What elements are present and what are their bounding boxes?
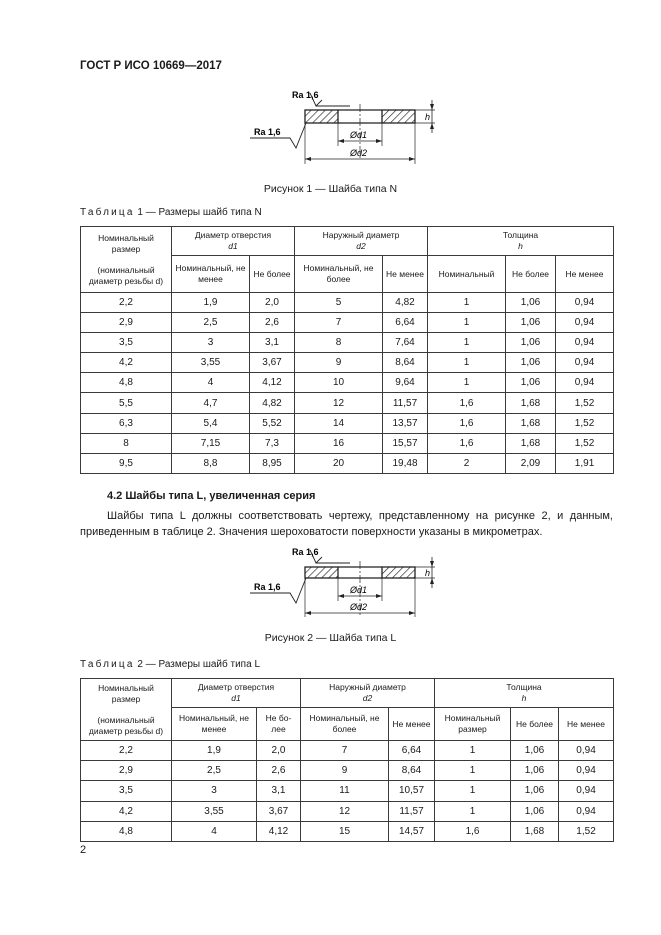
table-row xyxy=(81,741,614,761)
table-cell: 3,67 xyxy=(257,801,301,821)
t1-sub-header: Не менее xyxy=(556,256,614,293)
table-cell: 20 xyxy=(295,453,383,473)
table-cell: 1,68 xyxy=(506,433,556,453)
table-row xyxy=(81,453,614,473)
table-cell: 0,94 xyxy=(556,293,614,313)
table-cell: 8,64 xyxy=(383,353,428,373)
table-cell: 2,5 xyxy=(172,761,257,781)
table-cell: 4 xyxy=(172,821,257,841)
section-paragraph: Шайбы типа L должны соответствовать чертежу, представленному на рисунке 2, и данным, приведенным в таблице 2. Значения шероховатости поверхности указаны в микрометрах. xyxy=(80,510,613,538)
table-cell: 0,94 xyxy=(556,313,614,333)
table-cell: 0,94 xyxy=(559,781,614,801)
table-cell: 5,52 xyxy=(250,413,295,433)
table-cell: 2 xyxy=(428,453,506,473)
table-cell: 8,64 xyxy=(389,761,435,781)
table-cell: 1,9 xyxy=(172,741,257,761)
t1-sub-header: Не менее xyxy=(383,256,428,293)
table-row xyxy=(81,333,614,353)
table-cell: 0,94 xyxy=(559,761,614,781)
table-cell: 10 xyxy=(295,373,383,393)
table-cell: 3,5 xyxy=(81,781,172,801)
table-row xyxy=(81,821,614,841)
table-cell: 1,9 xyxy=(172,293,250,313)
table-cell: 1 xyxy=(435,781,511,801)
table-cell: 3,1 xyxy=(250,333,295,353)
table-cell: 1,6 xyxy=(428,413,506,433)
fig1-ra-top: Ra 1,6 xyxy=(292,90,319,100)
table2 xyxy=(80,678,614,842)
table-cell: 15 xyxy=(301,821,389,841)
table-cell: 14 xyxy=(295,413,383,433)
table-cell: 1 xyxy=(428,313,506,333)
table-cell: 1,06 xyxy=(511,761,559,781)
table-cell: 2,9 xyxy=(81,761,172,781)
table-cell: 4 xyxy=(172,373,250,393)
washer-drawing-type-l xyxy=(250,543,450,621)
table-cell: 1,6 xyxy=(428,433,506,453)
table-cell: 2,9 xyxy=(81,313,172,333)
table-cell: 1,52 xyxy=(556,433,614,453)
table-cell: 9,5 xyxy=(81,453,172,473)
table-cell: 1,68 xyxy=(511,821,559,841)
table-cell: 4,7 xyxy=(172,393,250,413)
t1-head-d1: Диаметр отверстия d1 xyxy=(172,227,295,256)
table-cell: 0,94 xyxy=(556,373,614,393)
table-cell: 7,64 xyxy=(383,333,428,353)
t2-head-h: Толщина h xyxy=(435,679,614,708)
table-cell: 1 xyxy=(435,741,511,761)
table-cell: 4,82 xyxy=(250,393,295,413)
section-heading: 4.2 Шайбы типа L, увеличенная серия xyxy=(107,490,316,502)
table-cell: 5,4 xyxy=(172,413,250,433)
table-cell: 4,12 xyxy=(250,373,295,393)
figure2-caption: Рисунок 2 — Шайба типа L xyxy=(264,632,397,644)
table-cell: 7 xyxy=(295,313,383,333)
table-cell: 4,8 xyxy=(81,373,172,393)
page-number: 2 xyxy=(80,844,87,856)
table-row xyxy=(81,801,614,821)
t2-head-d2: Наружный диаметр d2 xyxy=(301,679,435,708)
table-row xyxy=(81,433,614,453)
table-cell: 1,06 xyxy=(511,781,559,801)
table-cell: 9 xyxy=(301,761,389,781)
t2-sub-header: Не более xyxy=(511,708,559,741)
t2-sub-header: Номинальный размер xyxy=(435,708,511,741)
fig1-d2-label: Ød2 xyxy=(350,148,368,158)
table-cell: 14,57 xyxy=(389,821,435,841)
table-row xyxy=(81,353,614,373)
t1-sub-header: Не более xyxy=(250,256,295,293)
table-cell: 1,06 xyxy=(511,741,559,761)
t1-sub-header: Номинальный xyxy=(428,256,506,293)
table-cell: 7,3 xyxy=(250,433,295,453)
table-row xyxy=(81,313,614,333)
table-cell: 3,5 xyxy=(81,333,172,353)
table-cell: 2,0 xyxy=(250,293,295,313)
table-cell: 2,5 xyxy=(172,313,250,333)
table-cell: 1 xyxy=(428,293,506,313)
table-cell: 1,52 xyxy=(556,413,614,433)
table-cell: 11,57 xyxy=(383,393,428,413)
t2-sub-header: Номинальный, не менее xyxy=(172,708,257,741)
table-cell: 2,2 xyxy=(81,293,172,313)
table-cell: 8 xyxy=(295,333,383,353)
table-row xyxy=(81,761,614,781)
table-cell: 11,57 xyxy=(389,801,435,821)
fig1-d1-label: Ød1 xyxy=(350,130,368,140)
table-cell: 4,2 xyxy=(81,353,172,373)
fig2-d1-label: Ød1 xyxy=(350,585,368,595)
table-row xyxy=(81,781,614,801)
table-cell: 1,06 xyxy=(506,293,556,313)
table-cell: 1,06 xyxy=(506,353,556,373)
fig2-ra-top: Ra 1,6 xyxy=(292,547,319,557)
t2-head-d1: Диаметр отверстия d1 xyxy=(172,679,301,708)
table-cell: 1 xyxy=(428,333,506,353)
table-cell: 2,6 xyxy=(257,761,301,781)
table-cell: 12 xyxy=(295,393,383,413)
table-cell: 1,6 xyxy=(428,393,506,413)
fig1-h-label: h xyxy=(425,112,431,122)
table-cell: 5,5 xyxy=(81,393,172,413)
table-cell: 2,2 xyxy=(81,741,172,761)
t2-sub-header: Номинальный, не более xyxy=(301,708,389,741)
t2-sub-header: Не бо-лее xyxy=(257,708,301,741)
table-cell: 1,06 xyxy=(511,801,559,821)
t1-sub-header: Номинальный, не более xyxy=(295,256,383,293)
fig2-ra-left: Ra 1,6 xyxy=(254,582,281,592)
t1-head-h: Толщина h xyxy=(428,227,614,256)
document-header: ГОСТ Р ИСО 10669—2017 xyxy=(80,60,222,72)
t1-sub-header: Не более xyxy=(506,256,556,293)
table-cell: 1,52 xyxy=(559,821,614,841)
table-cell: 1,06 xyxy=(506,373,556,393)
table-row xyxy=(81,293,614,313)
table-cell: 3,67 xyxy=(250,353,295,373)
table-cell: 2,09 xyxy=(506,453,556,473)
table-cell: 19,48 xyxy=(383,453,428,473)
table1-caption: Таблица 1 — Размеры шайб типа N xyxy=(80,207,262,218)
table-cell: 3 xyxy=(172,781,257,801)
table-cell: 13,57 xyxy=(383,413,428,433)
t1-head-d2: Наружный диаметр d2 xyxy=(295,227,428,256)
table-cell: 1 xyxy=(435,761,511,781)
table-cell: 4,8 xyxy=(81,821,172,841)
table-row xyxy=(81,413,614,433)
table-cell: 9 xyxy=(295,353,383,373)
table-cell: 1 xyxy=(428,353,506,373)
table-cell: 15,57 xyxy=(383,433,428,453)
table-cell: 1,68 xyxy=(506,393,556,413)
table-cell: 11 xyxy=(301,781,389,801)
t1-sub-header: Номинальный, не менее xyxy=(172,256,250,293)
table-cell: 2,6 xyxy=(250,313,295,333)
table-cell: 1,52 xyxy=(556,393,614,413)
table-cell: 12 xyxy=(301,801,389,821)
table-cell: 0,94 xyxy=(559,801,614,821)
table-cell: 6,3 xyxy=(81,413,172,433)
table-cell: 8,8 xyxy=(172,453,250,473)
t2-sub-header: Не менее xyxy=(559,708,614,741)
table2-caption: Таблица 2 — Размеры шайб типа L xyxy=(80,659,260,670)
table-cell: 8 xyxy=(81,433,172,453)
table-cell: 10,57 xyxy=(389,781,435,801)
table-cell: 3,55 xyxy=(172,353,250,373)
table-cell: 1,06 xyxy=(506,333,556,353)
table-cell: 4,2 xyxy=(81,801,172,821)
table-cell: 1 xyxy=(435,801,511,821)
figure1-caption: Рисунок 1 — Шайба типа N xyxy=(263,183,398,195)
table-row xyxy=(81,373,614,393)
t2-sub-header: Не менее xyxy=(389,708,435,741)
fig1-ra-left: Ra 1,6 xyxy=(254,127,281,137)
fig2-d2-label: Ød2 xyxy=(350,602,368,612)
fig2-h-label: h xyxy=(425,568,431,578)
t2-head-nominal: Номинальный размер (номинальный диаметр резьбы d) xyxy=(81,679,172,741)
table-cell: 3,1 xyxy=(257,781,301,801)
table-cell: 9,64 xyxy=(383,373,428,393)
table-cell: 3 xyxy=(172,333,250,353)
table-cell: 4,82 xyxy=(383,293,428,313)
table-row xyxy=(81,393,614,413)
table-cell: 16 xyxy=(295,433,383,453)
table-cell: 4,12 xyxy=(257,821,301,841)
table-cell: 1,68 xyxy=(506,413,556,433)
table-cell: 1,91 xyxy=(556,453,614,473)
table-cell: 0,94 xyxy=(556,353,614,373)
table-cell: 2,0 xyxy=(257,741,301,761)
table-cell: 5 xyxy=(295,293,383,313)
table-cell: 6,64 xyxy=(383,313,428,333)
table-cell: 7 xyxy=(301,741,389,761)
table-cell: 6,64 xyxy=(389,741,435,761)
t1-head-nominal: Номинальный размер (номинальный диаметр резьбы d) xyxy=(81,227,172,293)
table-cell: 0,94 xyxy=(556,333,614,353)
table-cell: 1,6 xyxy=(435,821,511,841)
table1 xyxy=(80,226,614,474)
table-cell: 0,94 xyxy=(559,741,614,761)
table-cell: 1,06 xyxy=(506,313,556,333)
washer-drawing-type-n xyxy=(250,86,450,178)
table-cell: 3,55 xyxy=(172,801,257,821)
table-cell: 1 xyxy=(428,373,506,393)
table-cell: 7,15 xyxy=(172,433,250,453)
table-cell: 8,95 xyxy=(250,453,295,473)
